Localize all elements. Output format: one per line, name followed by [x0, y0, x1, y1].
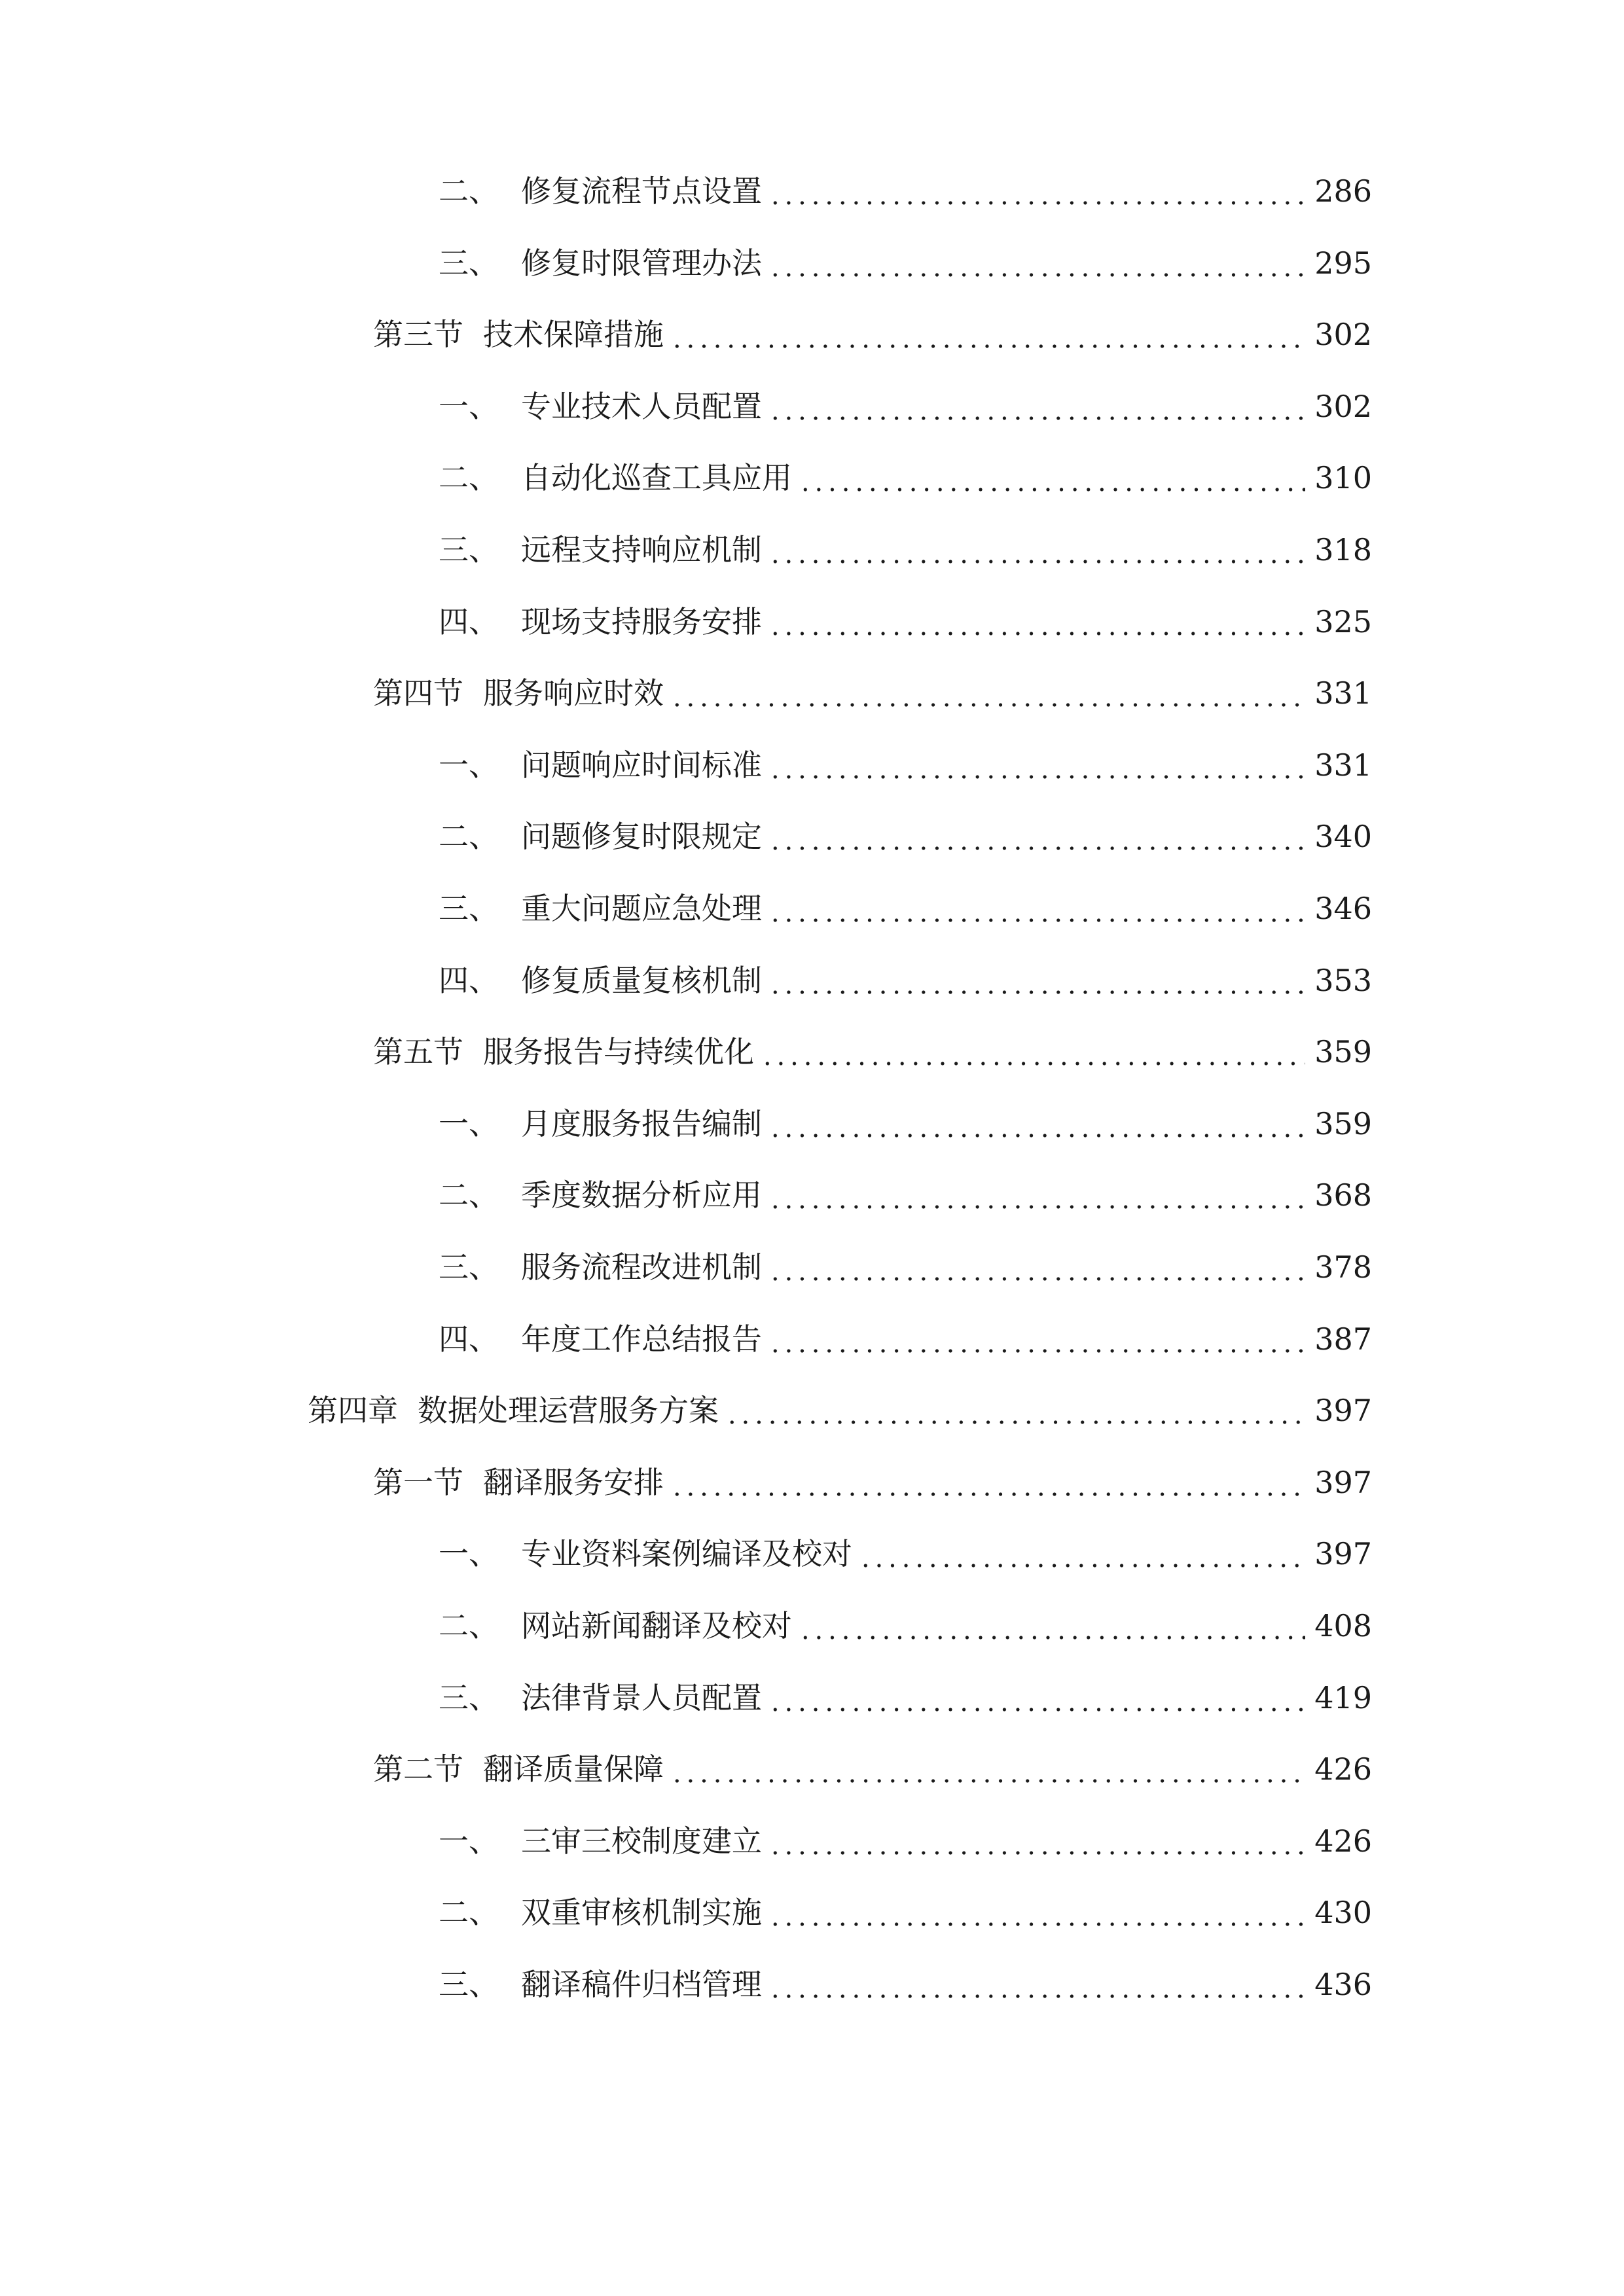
toc-entry-number: 一、 — [439, 1823, 499, 1859]
toc-entry-title: 服务响应时效 — [483, 675, 664, 711]
toc-entry-title: 专业技术人员配置 — [521, 389, 762, 424]
toc-entry[interactable] — [373, 1743, 1372, 1795]
toc-entry[interactable] — [439, 524, 1372, 576]
toc-entry-label — [439, 1313, 762, 1365]
toc-entry-number: 第四章 — [308, 1393, 398, 1428]
toc-entry-label — [439, 1672, 762, 1724]
toc-entry-label — [439, 1241, 762, 1293]
toc-entry-title: 现场支持服务安排 — [521, 604, 762, 639]
toc-page-number: 426 — [1314, 1823, 1372, 1859]
toc-entry-number: 二、 — [439, 460, 499, 495]
toc-page-number: 340 — [1314, 819, 1372, 854]
toc-entry-title: 技术保障措施 — [483, 317, 664, 352]
toc-page-number: 318 — [1314, 532, 1372, 567]
toc-page-number: 397 — [1314, 1465, 1372, 1500]
toc-dot-leader — [768, 1672, 1305, 1724]
toc-dot-leader — [768, 596, 1305, 648]
toc-entry[interactable] — [439, 1600, 1372, 1652]
toc-entry-title: 翻译服务安排 — [483, 1465, 664, 1500]
toc-entry[interactable] — [373, 667, 1372, 719]
toc-entry-number: 一、 — [439, 1536, 499, 1571]
toc-entry[interactable] — [373, 1456, 1372, 1509]
toc-entry[interactable] — [439, 739, 1372, 791]
toc-entry-title: 修复时限管理办法 — [521, 245, 762, 281]
toc-entry-label — [439, 165, 762, 217]
toc-dot-leader — [670, 1456, 1305, 1509]
toc-page-number: 408 — [1314, 1608, 1372, 1643]
toc-entry-number: 第二节 — [373, 1751, 463, 1787]
toc-entry-label — [439, 739, 762, 791]
toc-entry-number: 第四节 — [373, 675, 463, 711]
toc-dot-leader — [670, 1743, 1305, 1795]
toc-entry[interactable] — [373, 1026, 1372, 1078]
toc-entry[interactable] — [308, 1384, 1372, 1437]
toc-entry-number: 二、 — [439, 1177, 499, 1213]
toc-entry-title: 远程支持响应机制 — [521, 532, 762, 567]
toc-entry-label — [439, 237, 762, 289]
toc-entry-title: 重大问题应急处理 — [521, 891, 762, 926]
toc-entry-number: 四、 — [439, 1321, 499, 1357]
toc-entry-title: 数据处理运营服务方案 — [418, 1393, 719, 1428]
toc-page-number: 378 — [1314, 1249, 1372, 1285]
toc-entry-label — [439, 596, 762, 648]
toc-entry-title: 服务报告与持续优化 — [483, 1034, 754, 1069]
toc-entry-number: 二、 — [439, 819, 499, 854]
toc-entry-title: 季度数据分析应用 — [521, 1177, 762, 1213]
toc-entry-number: 三、 — [439, 1680, 499, 1715]
toc-dot-leader — [768, 810, 1305, 863]
toc-entry-title: 修复质量复核机制 — [521, 963, 762, 998]
toc-dot-leader — [859, 1528, 1305, 1580]
toc-entry[interactable] — [439, 596, 1372, 648]
toc-dot-leader — [768, 1098, 1305, 1150]
toc-entry-title: 问题响应时间标准 — [521, 747, 762, 783]
toc-entry-label — [439, 954, 762, 1007]
toc-entry-label — [439, 1958, 762, 2011]
toc-page-number: 325 — [1314, 604, 1372, 639]
toc-dot-leader — [768, 1815, 1305, 1867]
toc-entry[interactable] — [439, 452, 1372, 504]
toc-dot-leader — [768, 882, 1305, 935]
toc-entry-label — [439, 1169, 762, 1221]
toc-entry-label — [308, 1384, 719, 1437]
toc-dot-leader — [768, 524, 1305, 576]
toc-entry-label — [439, 452, 792, 504]
toc-page-number: 310 — [1314, 460, 1372, 495]
toc-page-number: 397 — [1314, 1536, 1372, 1571]
toc-entry-label — [439, 1528, 852, 1580]
toc-page-number: 295 — [1314, 245, 1372, 281]
toc-entry-label — [439, 1886, 762, 1939]
toc-entry-label — [373, 308, 664, 361]
toc-entry-label — [439, 810, 762, 863]
toc-dot-leader — [799, 1600, 1305, 1652]
toc-entry-title: 法律背景人员配置 — [521, 1680, 762, 1715]
toc-entry-label — [439, 380, 762, 433]
toc-entry-number: 二、 — [439, 1895, 499, 1930]
toc-dot-leader — [768, 380, 1305, 433]
toc-entry[interactable] — [439, 1672, 1372, 1724]
toc-entry[interactable] — [439, 380, 1372, 433]
toc-entry[interactable] — [439, 1815, 1372, 1867]
toc-entry-number: 三、 — [439, 245, 499, 281]
toc-page-number: 387 — [1314, 1321, 1372, 1357]
toc-dot-leader — [768, 1886, 1305, 1939]
toc-page-number: 430 — [1314, 1895, 1372, 1930]
toc-entry-title: 问题修复时限规定 — [521, 819, 762, 854]
toc-entry-number: 第三节 — [373, 317, 463, 352]
toc-entry-number: 一、 — [439, 1106, 499, 1141]
toc-dot-leader — [768, 739, 1305, 791]
toc-entry[interactable] — [439, 1169, 1372, 1221]
toc-entry-title: 三审三校制度建立 — [521, 1823, 762, 1859]
toc-dot-leader — [768, 237, 1305, 289]
toc-entry[interactable] — [439, 1098, 1372, 1150]
toc-entry[interactable] — [439, 954, 1372, 1007]
toc-page-number: 331 — [1314, 747, 1372, 783]
toc-entry-title: 翻译质量保障 — [483, 1751, 664, 1787]
toc-dot-leader — [768, 954, 1305, 1007]
toc-page-number: 302 — [1314, 389, 1372, 424]
toc-entry-number: 第一节 — [373, 1465, 463, 1500]
toc-entry-title: 月度服务报告编制 — [521, 1106, 762, 1141]
toc-page-number: 353 — [1314, 963, 1372, 998]
toc-entry-number: 二、 — [439, 1608, 499, 1643]
toc-dot-leader — [768, 1313, 1305, 1365]
toc-page-number: 286 — [1314, 173, 1372, 209]
toc-entry-number: 三、 — [439, 1249, 499, 1285]
toc-page-number: 426 — [1314, 1751, 1372, 1787]
toc-entry-label — [439, 1815, 762, 1867]
toc-entry[interactable] — [439, 1958, 1372, 2011]
toc-dot-leader — [725, 1384, 1305, 1437]
toc-entry[interactable] — [373, 308, 1372, 361]
toc-page-number: 331 — [1314, 675, 1372, 711]
toc-entry[interactable] — [439, 165, 1372, 217]
toc-dot-leader — [768, 1241, 1305, 1293]
toc-entry[interactable] — [439, 882, 1372, 935]
toc-dot-leader — [768, 1169, 1305, 1221]
toc-page-number: 302 — [1314, 317, 1372, 352]
toc-page-number: 436 — [1314, 1967, 1372, 2002]
toc-entry-label — [373, 1456, 664, 1509]
toc-entry[interactable] — [439, 1886, 1372, 1939]
toc-entry[interactable] — [439, 810, 1372, 863]
toc-entry[interactable] — [439, 1528, 1372, 1580]
toc-page-number: 397 — [1314, 1393, 1372, 1428]
toc-entry-title: 网站新闻翻译及校对 — [521, 1608, 792, 1643]
toc-entry[interactable] — [439, 1241, 1372, 1293]
toc-entry-label — [439, 1600, 792, 1652]
toc-dot-leader — [799, 452, 1305, 504]
toc-dot-leader — [761, 1026, 1305, 1078]
toc-entry-label — [373, 1743, 664, 1795]
toc-entry-number: 二、 — [439, 173, 499, 209]
toc-entry[interactable] — [439, 237, 1372, 289]
toc-entry-number: 三、 — [439, 532, 499, 567]
toc-entry-number: 一、 — [439, 747, 499, 783]
toc-entry-number: 四、 — [439, 604, 499, 639]
toc-page-number: 359 — [1314, 1106, 1372, 1141]
toc-entry-title: 修复流程节点设置 — [521, 173, 762, 209]
toc-entry-title: 双重审核机制实施 — [521, 1895, 762, 1930]
toc-entry-label — [373, 667, 664, 719]
toc-entry[interactable] — [439, 1313, 1372, 1365]
toc-entry-label — [439, 1098, 762, 1150]
toc-dot-leader — [768, 1958, 1305, 2011]
toc-page-number: 419 — [1314, 1680, 1372, 1715]
toc-entry-title: 专业资料案例编译及校对 — [521, 1536, 852, 1571]
toc-dot-leader — [768, 165, 1305, 217]
toc-page-number: 346 — [1314, 891, 1372, 926]
toc-entry-number: 一、 — [439, 389, 499, 424]
toc-dot-leader — [670, 667, 1305, 719]
toc-dot-leader — [670, 308, 1305, 361]
toc-entry-title: 自动化巡查工具应用 — [521, 460, 792, 495]
toc-entry-number: 三、 — [439, 891, 499, 926]
toc-entry-title: 服务流程改进机制 — [521, 1249, 762, 1285]
toc-entry-title: 翻译稿件归档管理 — [521, 1967, 762, 2002]
toc-entry-number: 三、 — [439, 1967, 499, 2002]
toc-page-number: 368 — [1314, 1177, 1372, 1213]
toc-entry-title: 年度工作总结报告 — [521, 1321, 762, 1357]
toc-entry-label — [439, 882, 762, 935]
toc-entry-number: 四、 — [439, 963, 499, 998]
toc-page-number: 359 — [1314, 1034, 1372, 1069]
toc-entry-label — [373, 1026, 754, 1078]
toc-entry-label — [439, 524, 762, 576]
toc-entry-number: 第五节 — [373, 1034, 463, 1069]
